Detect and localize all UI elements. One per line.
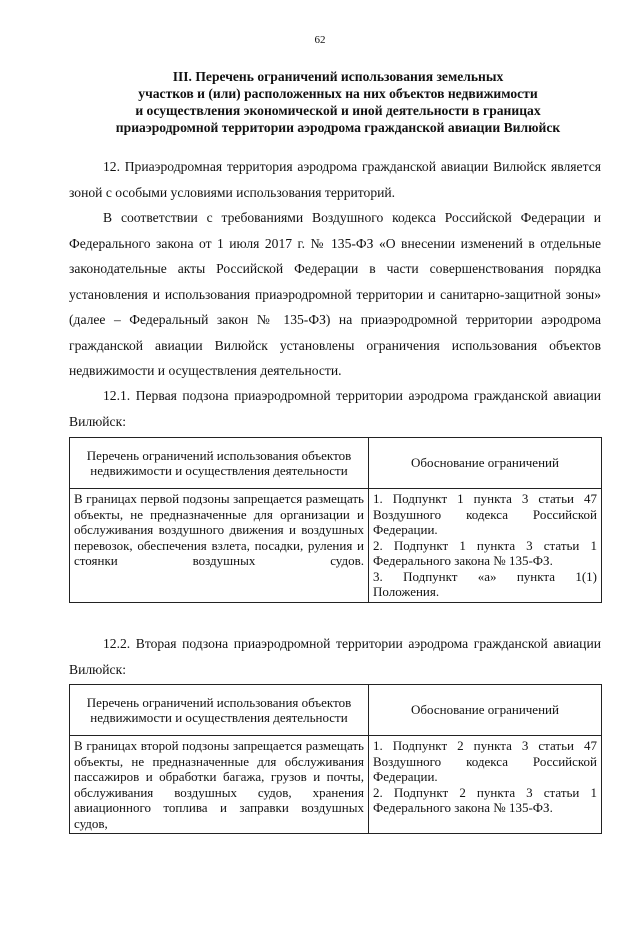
- table-header-row: [70, 438, 602, 489]
- paragraph-12-1: 12.1. Первая подзона приаэродромной территории аэродрома гражданской авиации Вилюйск:: [69, 388, 601, 429]
- header-restrictions: Перечень ограничений использования объектов недвижимости и осуществления деятельности: [70, 438, 369, 489]
- heading-line: и осуществления экономической и иной деятельности в границах: [135, 103, 541, 118]
- table-header-row: [70, 685, 602, 736]
- basis-cell: [369, 736, 602, 834]
- paragraph-12-2: 12.2. Вторая подзона приаэродромной территории аэродрома гражданской авиации Вилюйск:: [69, 636, 601, 677]
- heading-line: приаэродромной территории аэродрома гражданской авиации Вилюйск: [115, 120, 561, 135]
- heading-line: участков и (или) расположенных на них объектов недвижимости: [138, 86, 538, 101]
- restriction-cell: В границах второй подзоны запрещается размещать объекты, не предназначенные для обслуживания пассажиров и обработки багажа, грузов и почты, обслуживания воздушных судов, хранения авиационного топлива и заправки воздушных судов,: [70, 736, 369, 834]
- header-basis: Обоснование ограничений: [369, 438, 602, 489]
- basis-item: 2. Подпункт 2 пункта 3 статьи 1 Федерального закона № 135-ФЗ.: [373, 784, 597, 815]
- table-row: [70, 489, 602, 603]
- paragraph-law-reference: В соответствии с требованиями Воздушного кодекса Российской Федерации и Федерального закона от 1 июля 2017 г. № 135-ФЗ «О внесении изменений в отдельные законодательные акты Российской Федерации в части совершенствования порядка установления и использования приаэродромной территории и санитарно-защитной зоны» (далее – Федеральный закон № 135-ФЗ) на приаэродромной территории аэродрома гражданской авиации Вилюйск установлены ограничения использования объектов недвижимости и осуществления деятельности.: [69, 210, 601, 378]
- restrictions-table-second-subzone: [69, 684, 602, 834]
- restriction-cell: В границах первой подзоны запрещается размещать объекты, не предназначенные для организации и обслуживания воздушного движения и воздушных перевозок, обеспечения взлета, посадки, руления и стоянки воздушных судов.: [70, 489, 369, 603]
- table-row: [70, 736, 602, 834]
- header-restrictions: Перечень ограничений использования объектов недвижимости и осуществления деятельности: [70, 685, 369, 736]
- paragraph-12: 12. Приаэродромная территория аэродрома гражданской авиации Вилюйск является зоной с особыми условиями использования территорий.: [69, 159, 601, 200]
- page-number: 62: [314, 34, 326, 46]
- header-basis: Обоснование ограничений: [369, 685, 602, 736]
- basis-item: 3. Подпункт «а» пункта 1(1) Положения.: [373, 568, 597, 599]
- basis-cell: [369, 489, 602, 603]
- basis-item: 1. Подпункт 2 пункта 3 статьи 47 Воздушного кодекса Российской Федерации.: [373, 738, 597, 784]
- restrictions-table-first-subzone: [69, 437, 602, 603]
- basis-item: 1. Подпункт 1 пункта 3 статьи 47 Воздушного кодекса Российской Федерации.: [373, 491, 597, 537]
- basis-item: 2. Подпункт 1 пункта 3 статьи 1 Федерального закона № 135-ФЗ.: [373, 537, 597, 568]
- heading-line: III. Перечень ограничений использования земельных: [172, 69, 504, 84]
- section-heading: [70, 68, 606, 136]
